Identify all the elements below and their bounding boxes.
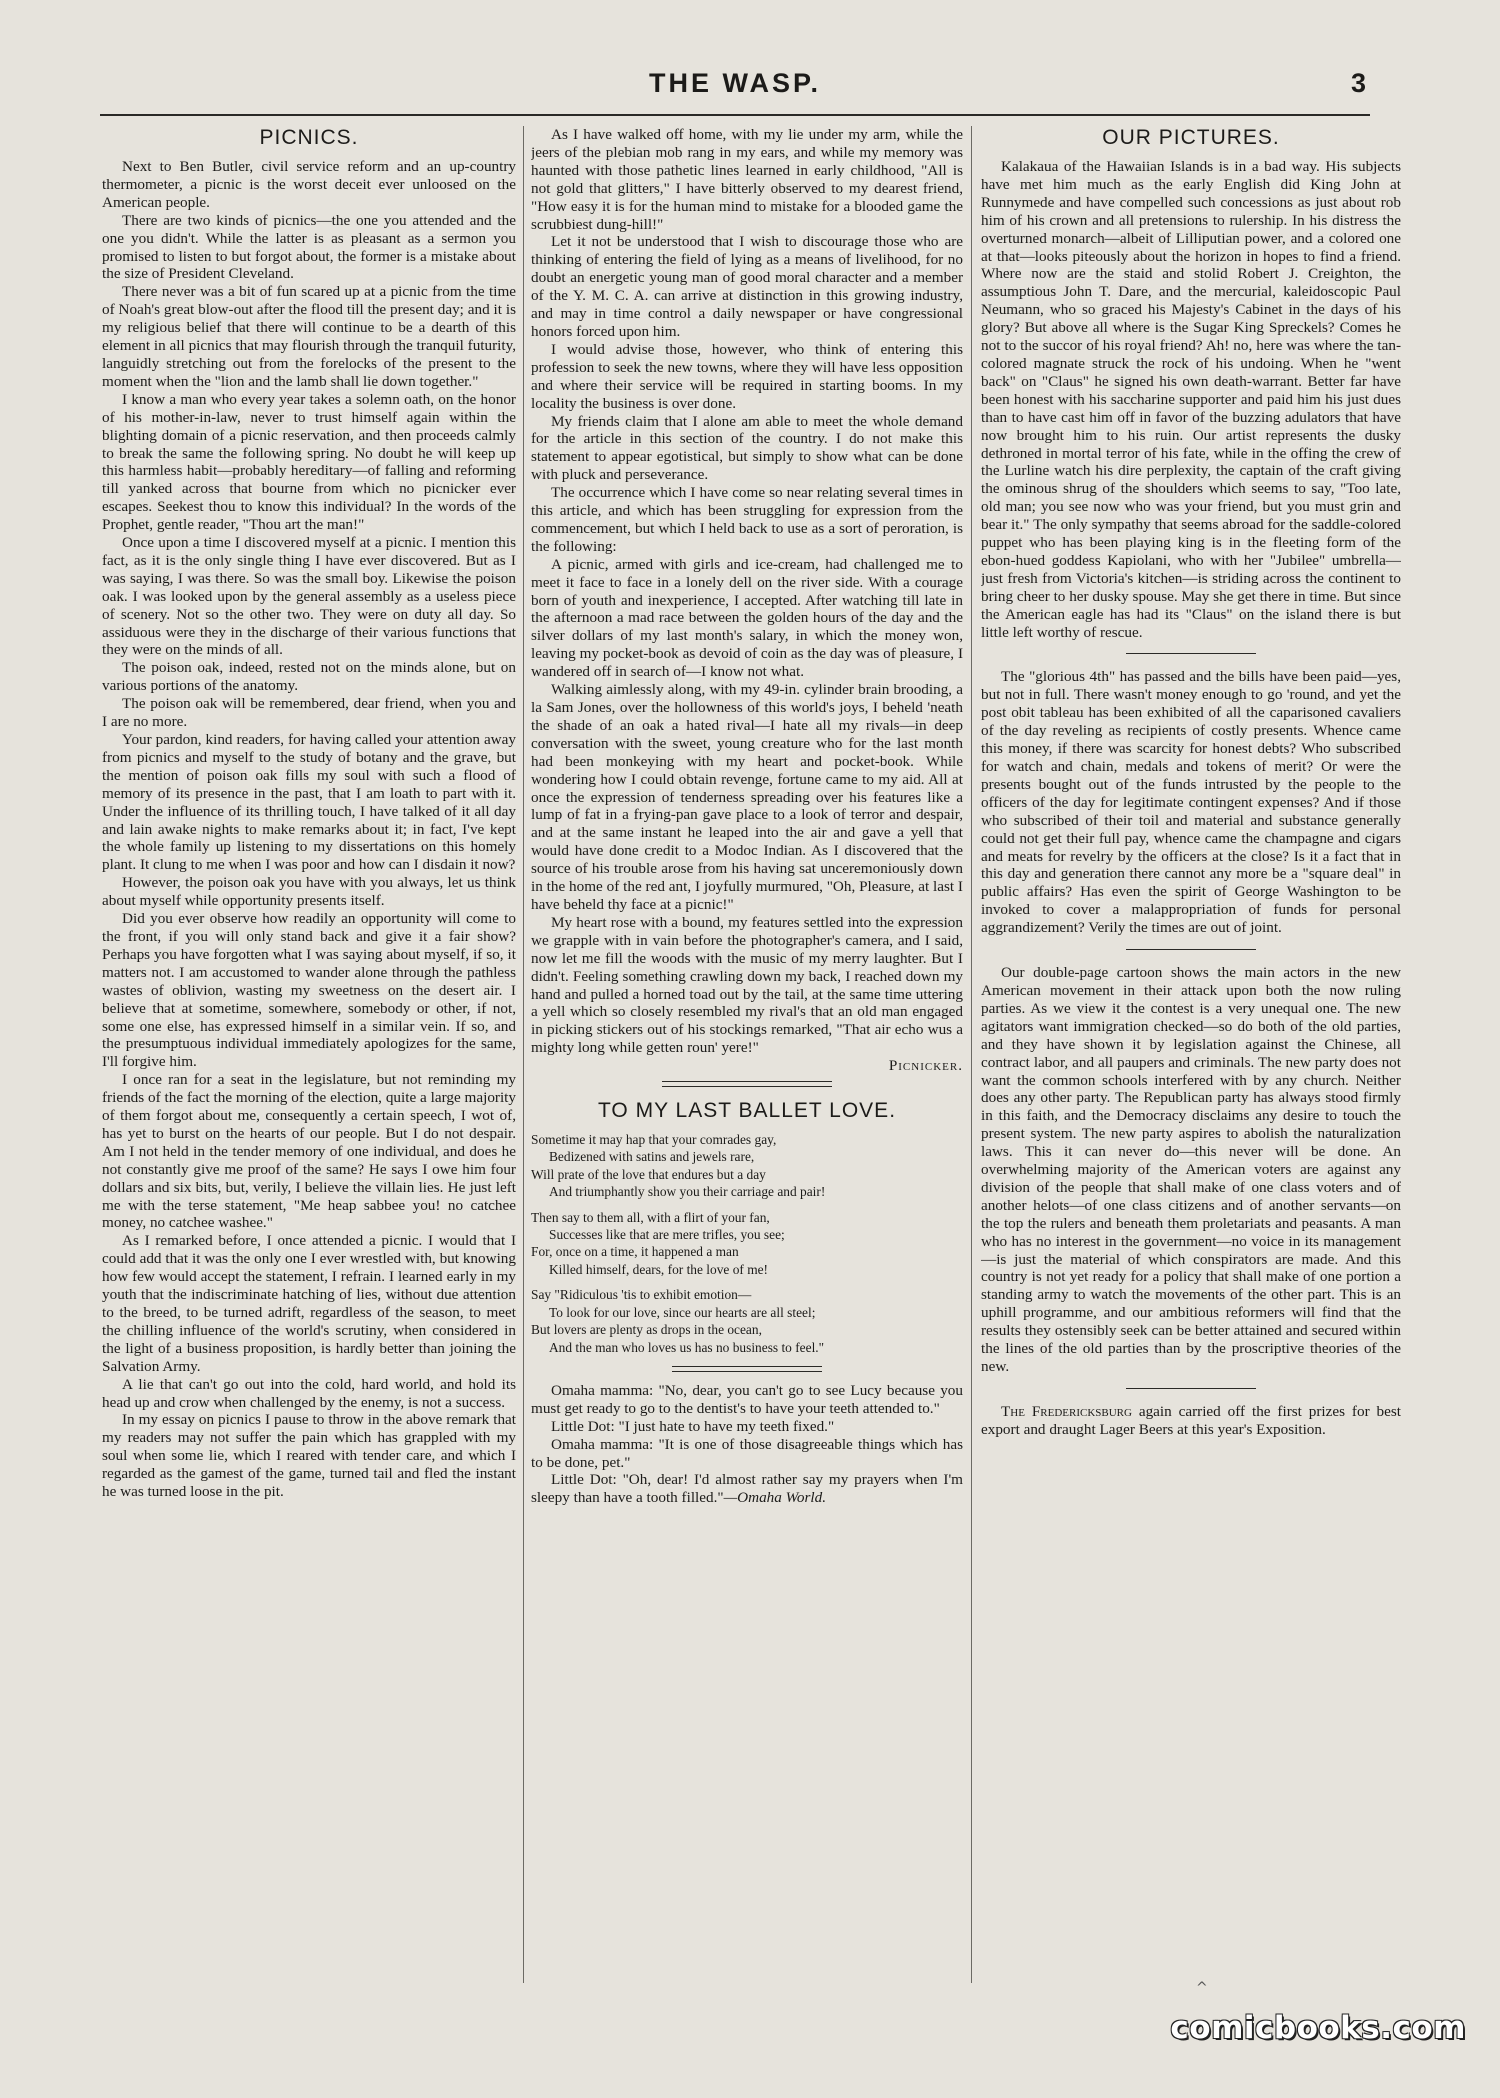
- poem: [531, 1131, 963, 1356]
- picnics-paragraph: As I remarked before, I once attended a picnic. I would that I could add that it was the only one I ever wrestled with, but knowing how few would accept the statement, I refrain. I learned early in my youth that the indiscriminate hatching of lies, without due attention to the breed, to be turned adrift, regardless of the season, to meet the chilling influence of the world's scrutiny, when considered in the light of a business proposition, is hardly better than joining the Salvation Army.: [102, 1232, 516, 1375]
- poem-title: TO MY LAST BALLET LOVE.: [597, 1099, 897, 1123]
- watermark: comicbooks.com: [1170, 2010, 1466, 2046]
- picnics-heading: PICNICS.: [259, 126, 359, 149]
- picnics-paragraph: The poison oak will be remembered, dear friend, when you and I are no more.: [102, 695, 516, 731]
- section-divider: [1126, 653, 1256, 654]
- poem-line: Sometime it may hap that your comrades gay,: [531, 1132, 777, 1148]
- section-divider: [662, 1081, 832, 1087]
- section-divider: [672, 1366, 822, 1372]
- masthead: [100, 64, 1370, 116]
- poem-line: To look for our love, since our hearts are all steel;: [549, 1304, 816, 1320]
- picnics-paragraph: A lie that can't go out into the cold, hard world, and hold its head up and crow when challenged by the enemy, is not a success.: [102, 1375, 516, 1411]
- omaha-source: —Omaha World.: [723, 1489, 827, 1507]
- section-divider: [1126, 1388, 1256, 1389]
- picnics-paragraph: There never was a bit of fun scared up at a picnic from the time of Noah's great blow-out after the flood till the present day; and it is my religious belief that there will continue to be a dearth of this element in all picnics that may flourish through the tranquil futurity, languidly stretching out from the forelocks of the present to the moment when the "lion and the lamb shall lie down together.": [102, 283, 516, 390]
- picnics-signature: Picnicker.: [888, 1057, 963, 1075]
- fourth-paragraph: The "glorious 4th" has passed and the bills have been paid—yes, but not in full. There wasn't money enough to go 'round, and yet the post obit tableau has been exhibited of all the caparisoned cavaliers of the day reveling as recipients of costly presents. Whence came this money, if there was scarcity for honest debts? Who subscribed for watch and chain, medals and tokens of merit? Or were the presents bought out of the funds intrusted by the people to the officers of the day for legitimate contingent expenses? And if those who subscribed of their toil and material and substance generally could not get their full pay, whence came the champagne and cigars and meats for revelry by the officers at the close? Is it a fact that in this day and generation there cannot any more be a "square deal" in public affairs? Has even the spirit of George Washington to be invoked to cover a malappropriation of funds for personal aggrandizement? Verily the times are out of joint.: [981, 668, 1401, 937]
- picnics-paragraph: Your pardon, kind readers, for having called your attention away from picnics and myself to the study of botany and the grave, but the mention of poison oak fills my soul with such a flood of memory of its presence in the past, that I am loath to part with it. Under the influence of its thrilling touch, I have talked of it all day and lain awake nights to make remarks about it; in fact, I've kept the whole family up listening to my dissertations on this homely plant. It clung to me when I was poor and how can I disdain it now?: [102, 731, 516, 874]
- column-1: [102, 126, 516, 1983]
- page-number: 3: [1350, 68, 1366, 98]
- omaha-paragraph: [531, 1471, 963, 1507]
- poem-line: Will prate of the love that endures but a day: [531, 1166, 766, 1182]
- poem-stanza: [531, 1209, 963, 1279]
- poem-stanza: [531, 1131, 963, 1201]
- column-divider: [523, 126, 524, 1983]
- cartoon-paragraph: Our double-page cartoon shows the main actors in the new American movement in their attack upon both the now ruling parties. As we view it the contest is a very unequal one. The new agitators want immigration checked—so do both of the old parties, and they have shown it by legislation against the Chinese, all contract labor, and all paupers and criminals. The new party does not want the common schools interfered with by any church. Neither does any other party. The Republican party has always stood firmly in this faith, and the Democracy disclaims any desire to touch the present system. The new party aspires to abolish the naturalization laws. This it can never do—this never will be done. An overwhelming majority of the American voters are against any division of the people that shall make of one class voters and of another helots—of one class citizens and of another servants—on the top the rulers and beneath them proletariats and peasants. A man who has no interest in the government—no voice in its management—is just the material of which conspirators are made. And this country is not yet ready for a policy that shall make of one portion a standing army to watch the movements of the other part. This is an uphill programme, and our ambitious reformers will find that the results they ostensibly seek can be better attained and secured within the lines of the old parties than by the proscriptive theories of the new.: [981, 964, 1401, 1375]
- poem-line: And the man who loves us has no business to feel.": [549, 1339, 825, 1355]
- picnics-paragraph: A picnic, armed with girls and ice-cream, had challenged me to meet it face to face in a lonely dell on the river side. With a courage born of youth and inexperience, I accepted. After watching till late in the afternoon a mad race between the golden hours of the day and the silver dollars of my last month's salary, in which the money won, leaving my pocket-book as devoid of coin as the day was of pleasure, I wandered off in search of—I know not what.: [531, 555, 963, 681]
- omaha-paragraph: Omaha mamma: "It is one of those disagreeable things which has to be done, pet.": [531, 1435, 963, 1471]
- poem-line: And triumphantly show you their carriage and pair!: [549, 1184, 826, 1200]
- picnics-paragraph: As I have walked off home, with my lie under my arm, while the jeers of the plebian mob rang in my ears, and while my memory was haunted with those pathetic lines learned in early childhood, "All is not gold that glitters," I have bitterly observed to my dearest friend, "How easy it is for the human mind to mistake for a blooded game the scrubbiest dung-hill!": [531, 126, 963, 233]
- picnics-paragraph: I once ran for a seat in the legislature, but not reminding my friends of the fact the morning of the election, quite a large majority of them forgot about me, consequently a certain speech, I wot of, has yet to burst on the hearts of our people. But I do not despair. Am I not held in the tender memory of one individual, and does he not constantly give me proof of the same? He says I owe him four dollars and six bits, but, verily, I believe the villain lies. He just left me with the terse statement, "Me heap sabbee you! no catchee money, no catchee washee.": [102, 1071, 516, 1232]
- picnics-paragraph: Next to Ben Butler, civil service reform and an up-country thermometer, a picnic is the worst deceit ever unloosed on the American people.: [102, 158, 516, 211]
- picnics-paragraph: Did you ever observe how readily an opportunity will come to the front, if you will only stand back and give it a fair show? Perhaps you have forgotten what I was saying about myself, if so, it matters not. I am accustomed to wander alone through the pathless wastes of oblivion, wasting my sweetness on the desert air. I believe that at sometime, somewhere, somebody or other, if not, some one else, has expressed himself in a similar vein. If so, and the presumptuous individual immediately apologizes for the same, I'll forgive him.: [102, 910, 516, 1071]
- section-divider: [1126, 949, 1256, 950]
- picnics-paragraph: Walking aimlessly along, with my 49-in. cylinder brain brooding, a la Sam Jones, over the hollowness of this world's joys, I beheld 'neath the shade of an oak a hated rival—I hate all my rivals—in deep conversation with the sweet, young creature who for the last month had been monkeying with my heart and pocket-book. While wondering how I could obtain revenge, fortune came to my aid. All at once the expression of tenderness spreading over his features like a lump of fat in a frying-pan gave place to a look of terror and despair, and at the same instant he leaped into the air and gave a yell that would have done credit to a Modoc Indian. As I discovered that the source of his trouble arose from his having sat unceremoniously down in the home of the red ant, I joyfully murmured, "Oh, Pleasure, at last I have beheld thy face at a picnic!": [531, 681, 963, 913]
- picnics-paragraph: However, the poison oak you have with you always, let us think about myself while opportunity presents itself.: [102, 874, 516, 910]
- poem-line: Successes like that are mere trifles, you see;: [549, 1227, 785, 1243]
- poem-line: But lovers are plenty as drops in the ocean,: [531, 1322, 762, 1338]
- poem-line: Say "Ridiculous 'tis to exhibit emotion—: [531, 1287, 752, 1303]
- poem-line: For, once on a time, it happened a man: [531, 1244, 739, 1260]
- masthead-title: THE WASP.: [648, 68, 822, 98]
- picnics-paragraph: My friends claim that I alone am able to meet the whole demand for the article in this section of the country. I do not make this statement to appear egotistical, but simply to show what can be done with pluck and perseverance.: [531, 412, 963, 484]
- picnics-paragraph: The occurrence which I have come so near relating several times in this article, and which has been struggling for expression from the commencement, but which I held back to use as a sort of peroration, is the following:: [531, 484, 963, 555]
- column-2: [531, 126, 963, 1983]
- poem-stanza: [531, 1286, 963, 1356]
- omaha-paragraph: Omaha mamma: "No, dear, you can't go to see Lucy because you must get ready to go to the dentist's to have your teeth attended to.": [531, 1381, 963, 1417]
- omaha-last-line: Little Dot: "Oh, dear! I'd almost rather say my prayers when I'm sleepy than have a tooth filled.": [531, 1471, 963, 1507]
- picnics-paragraph: My heart rose with a bound, my features settled into the expression we grapple with in vain before the photographer's camera, and I said, now let me fill the woods with the music of my merry laughter. But I didn't. Feeling something crawling down my back, I reached down my hand and pulled a horned toad out by the tail, at the same time uttering a yell which so closely resembled my rival's that an old man engaged in picking stickers out of his stockings remarked, "That air echo wus a mighty long while getten roun' yere!": [531, 913, 963, 1057]
- picnics-paragraph: Let it not be understood that I wish to discourage those who are thinking of entering the field of lying as a means of livelihood, for no doubt an energetic young man of good moral character and a member of the Y. M. C. A. can arrive at distinction in this growing industry, and may in time control a daily newspaper or have congressional honors forced upon him.: [531, 233, 963, 340]
- picnics-paragraph: The poison oak, indeed, rested not on the minds alone, but on various portions of the anatomy.: [102, 659, 516, 695]
- our-pictures-heading: OUR PICTURES.: [1102, 126, 1280, 149]
- picnics-paragraph: I know a man who every year takes a solemn oath, on the honor of his mother-in-law, never to trust himself again within the blighting domain of a picnic reservation, and then proceeds calmly to break the same the following spring. No doubt he will keep up this harmless habit—probably hereditary—of falling and reforming till yanked across that bourne from which no picnicker ever escapes. Seekest thou to know this individual? In the words of the Prophet, gentle reader, "Thou art the man!": [102, 390, 516, 534]
- our-pictures-paragraph: Kalakaua of the Hawaiian Islands is in a bad way. His subjects have met him much as the early English did King John at Runnymede and have compelled such concessions as just about rob him of his crown and all pretensions to rulership. In his distress the overturned monarch—albeit of Lilliputian power, and a colored one at that—looks piteously about the horizon in hopes to find a friend. Where now are the staid and stolid Robert J. Creighton, the assumptious John T. Dare, and the mercurial, kaleidoscopic Paul Neumann, who so graced his Majesty's Cabinet in the days of his glory? But above all where is the Sugar King Spreckels? Comes he not to the succor of his royal friend? Ah! no, here was where the tan-colored magnate struck the rock of his undoing. When he "went back" on "Claus" he signed his own death-warrant. Better far have been honest with his saccharine supporter and paid him his just dues than to have cast him off in favor of the buzzing adulators that have now brought him to his ruin. Our artist represents the dusky dethroned in mortal terror of his fate, while in the offing the crew of the Lurline watch his dire perplexity, the captain of the craft giving the ominous shrug of the shoulders which seems to say, "Too late, old man; you see now who was your friend, but you must grin and bear it." The only sympathy that seems abroad for the saddle-colored puppet who has been playing king is in the fleeting form of the ebon-hued goddess Kapiolani, who with her "Jubilee" umbrella—just fresh from Victoria's kitchen—is striding across the continent to bring cheer to her dusky spouse. May she get there in time. But since the American eagle has had its "Claus" on the island there is but little left worthy of rescue.: [981, 158, 1401, 641]
- advert-paragraph: [981, 1403, 1401, 1439]
- caret-mark: ^: [1196, 1980, 1208, 1996]
- omaha-paragraph: Little Dot: "I just hate to have my teeth fixed.": [551, 1417, 835, 1435]
- poem-line: Killed himself, dears, for the love of me!: [549, 1261, 769, 1277]
- poem-line: Bedizened with satins and jewels rare,: [549, 1149, 755, 1165]
- advert-text: again carried off the first prizes for best export and draught Lager Beers at this year's Exposition.: [981, 1402, 1401, 1438]
- picnics-paragraph: There are two kinds of picnics—the one you attended and the one you didn't. While the latter is as pleasant as a sermon you promised to listen to but forgot about, the former is a mistake about the size of President Cleveland.: [102, 211, 516, 283]
- poem-line: Then say to them all, with a flirt of your fan,: [531, 1209, 770, 1225]
- advert-lead: The Fredericksburg: [1001, 1402, 1132, 1420]
- picnics-paragraph: Once upon a time I discovered myself at a picnic. I mention this fact, as it is the only single thing I have ever discovered. But as I was saying, I was there. So was the small boy. Likewise the poison oak. I was looked upon by the general assembly as a useless piece of scenery. Not so the other two. They were on duty all day. So assiduous were they in the discharge of their various functions that they were on the minds of all.: [102, 534, 516, 659]
- picnics-paragraph: I would advise those, however, who think of entering this profession to seek the new towns, where they will have less opposition and where their service will be required in starting booms. In my locality the business is over done.: [531, 340, 963, 412]
- column-divider: [971, 126, 972, 1983]
- column-3: [981, 126, 1401, 1983]
- picnics-paragraph: In my essay on picnics I pause to throw in the above remark that my readers may not suffer the pain which has grappled with my soul when some lie, which I reared with tender care, and which I regarded as the gamest of the game, turned tail and fled the instant he was turned loose in the pit.: [102, 1411, 516, 1501]
